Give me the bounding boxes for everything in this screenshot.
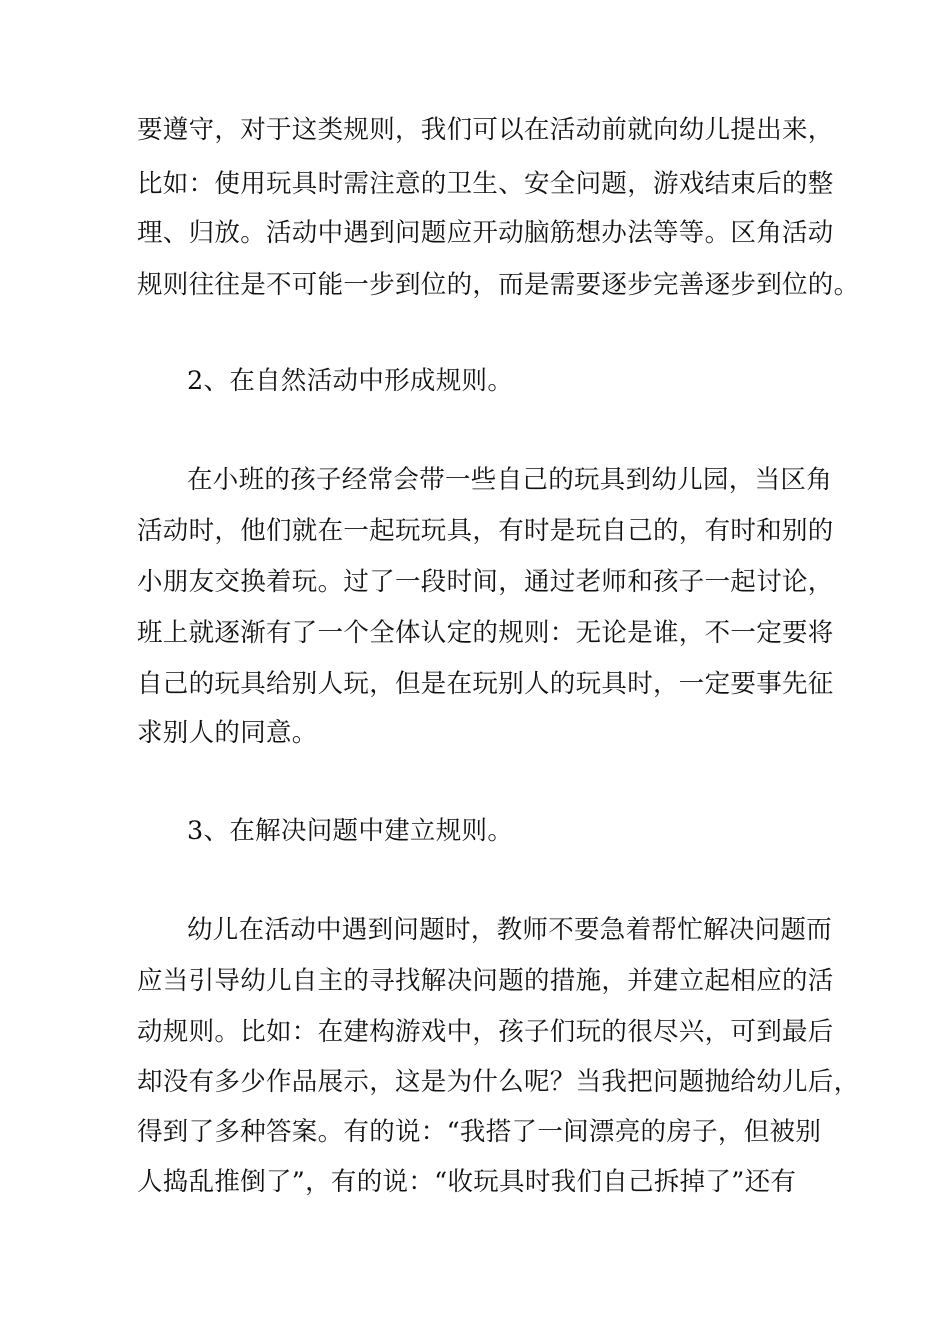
text-line: 求别人的同意。 [137, 718, 318, 748]
text-line: 幼儿在活动中遇到问题时，教师不要急着帮忙解决问题而 [187, 915, 833, 945]
text-line: 却没有多少作品展示，这是为什么呢？当我把问题抛给幼儿后， [137, 1067, 860, 1097]
section-heading: 3、在解决问题中建立规则。 [187, 816, 514, 846]
text-line: 得到了多种答案。有的说：“我搭了一间漂亮的房子，但被别 [137, 1117, 822, 1147]
text-line: 自己的玩具给别人玩，但是在玩别人的玩具时，一定要事先征 [137, 669, 834, 699]
text-line: 人捣乱推倒了”，有的说：“收玩具时我们自己拆掉了”还有 [137, 1167, 797, 1197]
text-line: 理、归放。活动中遇到问题应开动脑筋想办法等等。区角活动 [137, 218, 834, 248]
text-line: 小朋友交换着玩。过了一段时间，通过老师和孩子一起讨论， [137, 567, 834, 597]
text-line: 规则往往是不可能一步到位的，而是需要逐步完善逐步到位的。 [137, 270, 860, 300]
text-line: 动规则。比如：在建构游戏中，孩子们玩的很尽兴，可到最后 [137, 1017, 834, 1047]
text-line: 班上就逐渐有了一个全体认定的规则：无论是谁，不一定要将 [137, 618, 834, 648]
text-line: 在小班的孩子经常会带一些自己的玩具到幼儿园，当区角 [187, 465, 833, 495]
text-line: 应当引导幼儿自主的寻找解决问题的措施，并建立起相应的活 [137, 966, 834, 996]
text-line: 活动时，他们就在一起玩玩具，有时是玩自己的，有时和别的 [137, 516, 834, 546]
text-line: 要遵守，对于这类规则，我们可以在活动前就向幼儿提出来， [137, 115, 834, 145]
section-heading: 2、在自然活动中形成规则。 [187, 366, 514, 396]
text-line: 比如：使用玩具时需注意的卫生、安全问题，游戏结束后的整 [137, 169, 834, 199]
